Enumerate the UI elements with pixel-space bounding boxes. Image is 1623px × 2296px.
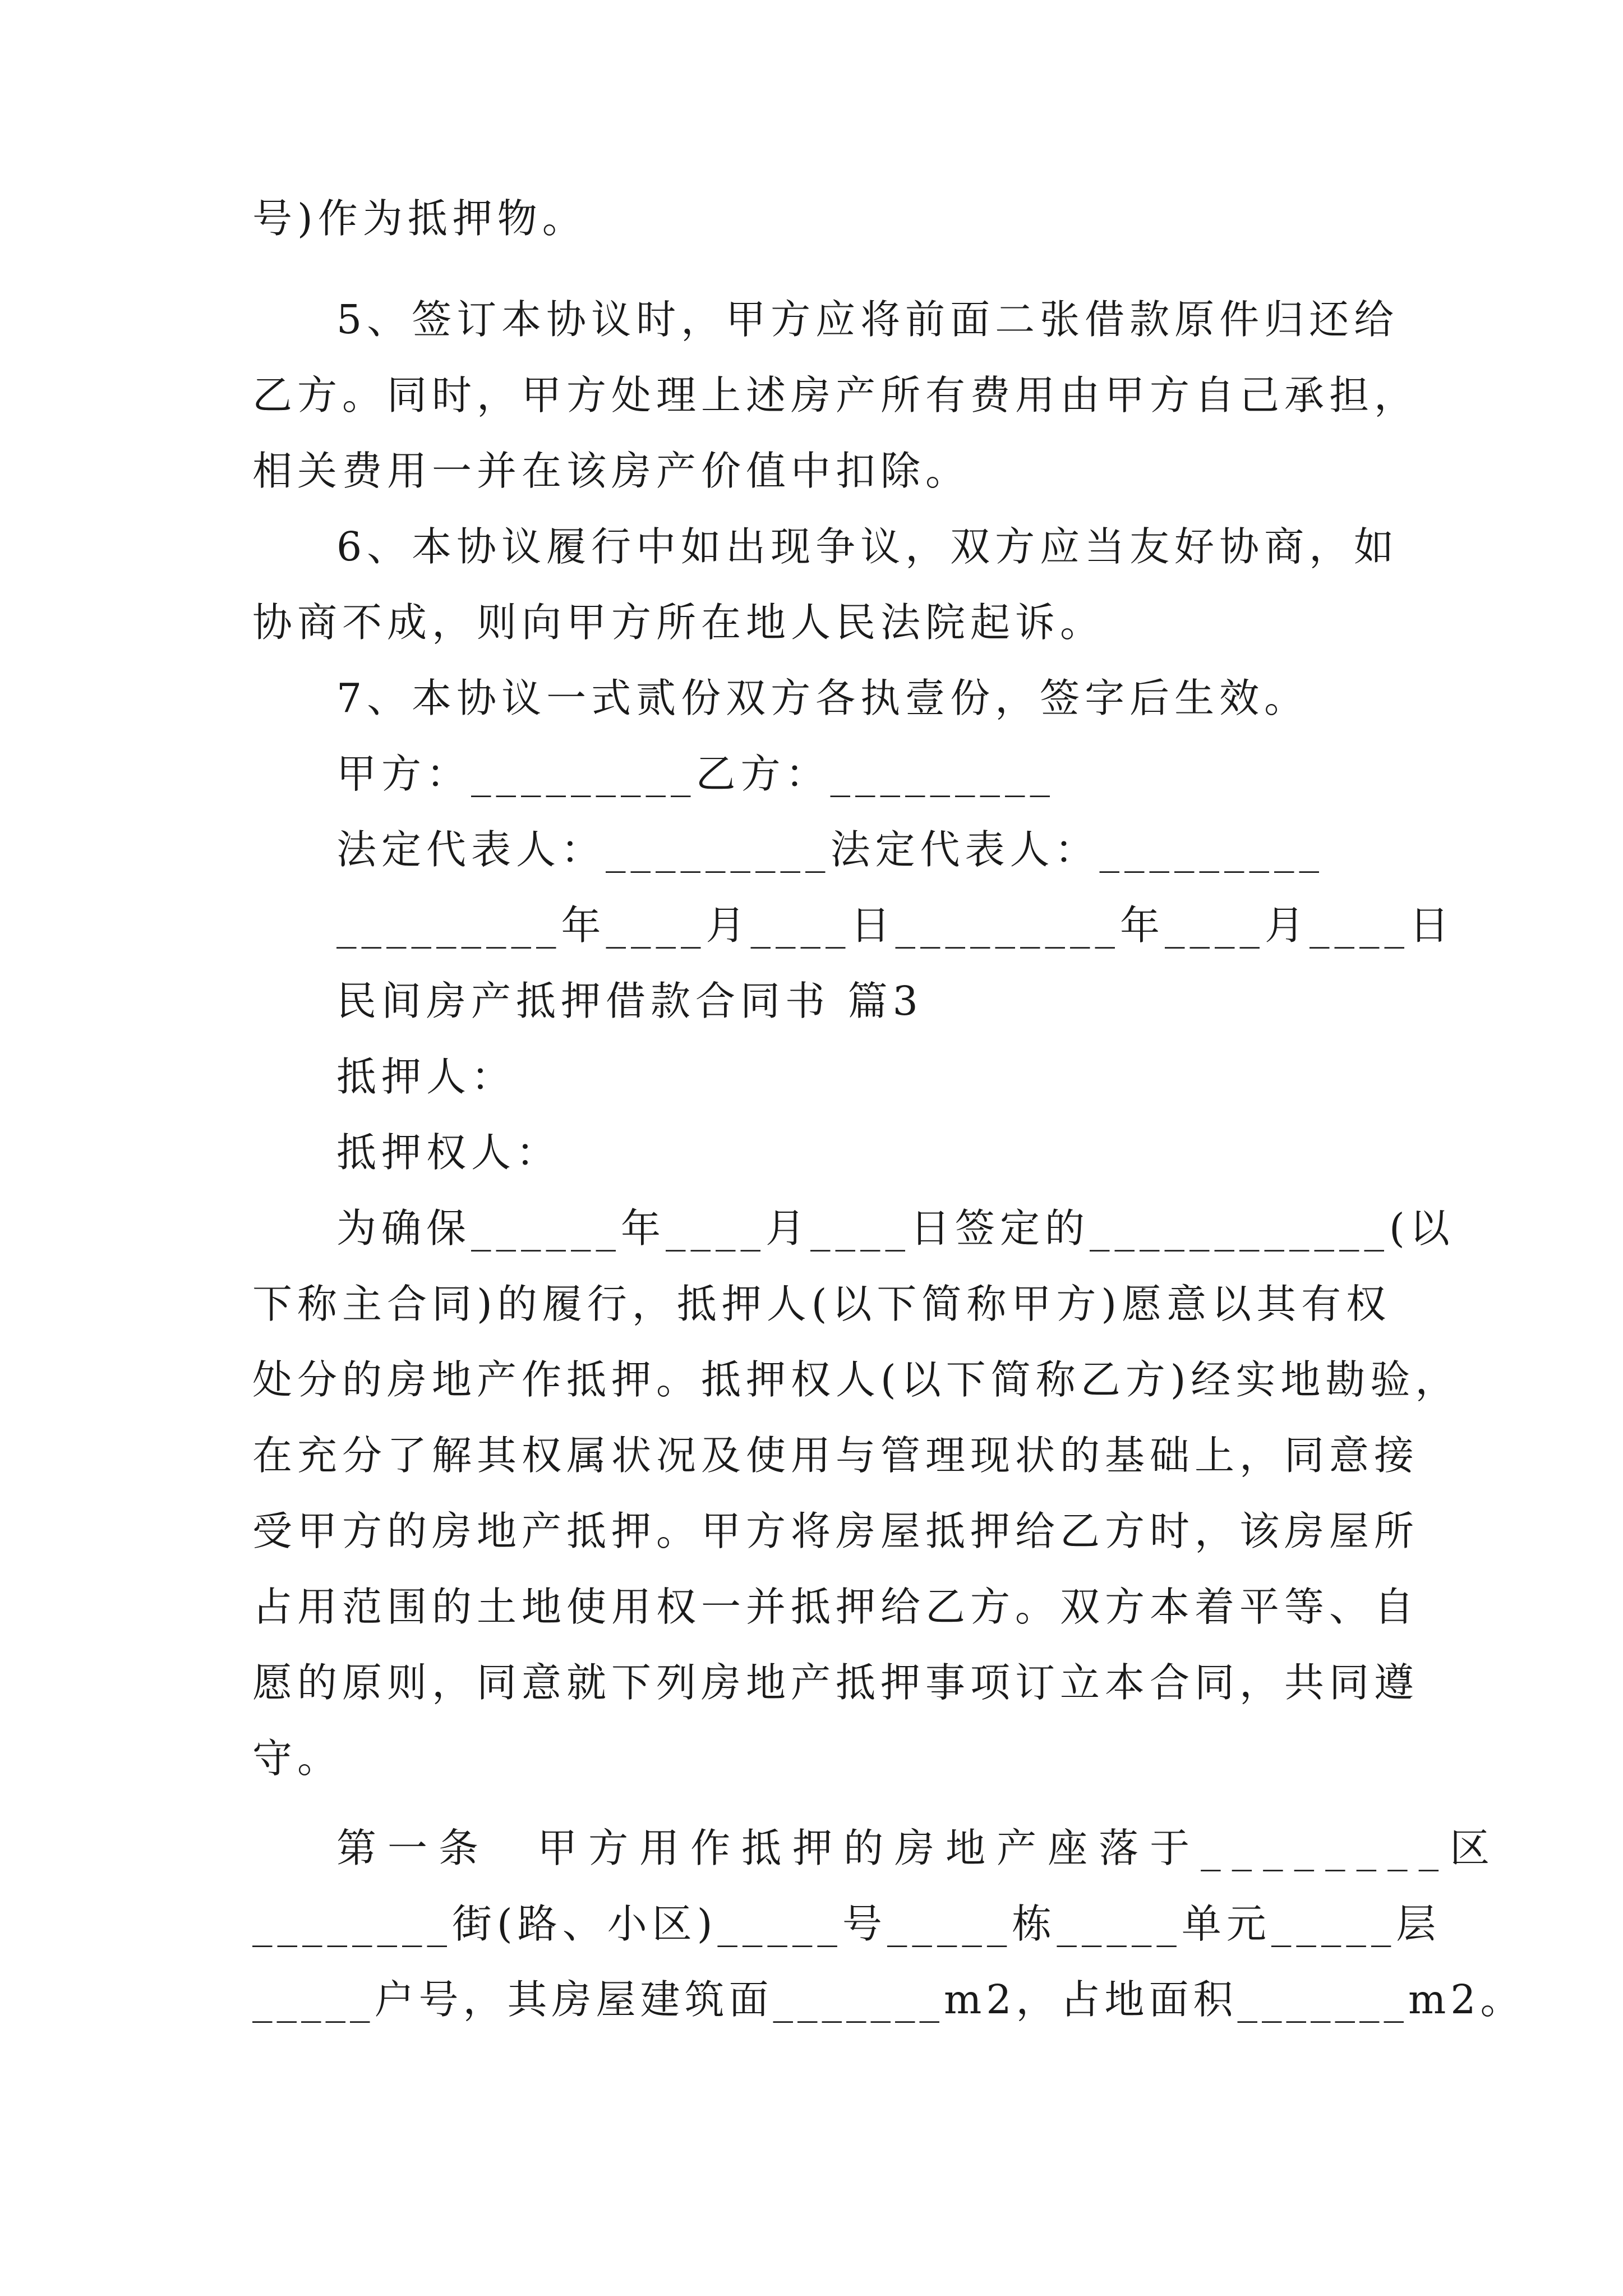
clause-6-line-1: 6、本协议履行中如出现争议，双方应当友好协商，如	[336, 523, 1399, 570]
text-line: 号)作为抵押物。	[252, 195, 587, 242]
clause-5-line-3: 相关费用一并在该房产价值中扣除。	[252, 448, 971, 494]
preamble-line-4: 在充分了解其权属状况及使用与管理现状的基础上，同意接	[252, 1432, 1419, 1479]
preamble-line-7: 愿的原则，同意就下列房地产抵押事项订立本合同，共同遵	[252, 1659, 1419, 1706]
preamble-line-2: 下称主合同)的履行，抵押人(以下简称甲方)愿意以其有权	[252, 1281, 1391, 1327]
article-1-line-1: 第一条 甲方用作抵押的房地产座落于________区	[336, 1825, 1501, 1871]
clause-5-line-2: 乙方。同时，甲方处理上述房产所有费用由甲方自己承担，	[252, 372, 1419, 418]
article-1-line-2: ________街(路、小区)_____号_____栋_____单元_____层	[252, 1901, 1441, 1947]
clause-6-line-2: 协商不成，则向甲方所在地人民法院起诉。	[252, 599, 1105, 646]
article-1-line-3: _____户号，其房屋建筑面_______m2，占地面积_______m2。	[252, 1976, 1525, 2023]
preamble-line-8: 守。	[252, 1735, 343, 1782]
date-line: _________年____月____日_________年____月____日	[336, 902, 1455, 949]
representative-signature-line: 法定代表人：_________法定代表人：_________	[336, 826, 1325, 873]
mortgagee-label: 抵押权人：	[336, 1129, 561, 1176]
clause-5-line-1: 5、签订本协议时，甲方应将前面二张借款原件归还给	[336, 296, 1399, 343]
preamble-line-1: 为确保______年____月____日签定的____________(以	[336, 1205, 1455, 1251]
mortgagor-label: 抵押人：	[336, 1053, 517, 1100]
section-heading: 民间房产抵押借款合同书 篇3	[336, 978, 923, 1024]
preamble-line-3: 处分的房地产作抵押。抵押权人(以下简称乙方)经实地勘验，	[252, 1356, 1460, 1403]
party-signature-line: 甲方：_________乙方：_________	[336, 751, 1055, 797]
clause-7-line: 7、本协议一式贰份双方各执壹份，签字后生效。	[336, 675, 1310, 721]
preamble-line-6: 占用范围的土地使用权一并抵押给乙方。双方本着平等、自	[252, 1584, 1419, 1630]
preamble-line-5: 受甲方的房地产抵押。甲方将房屋抵押给乙方时，该房屋所	[252, 1508, 1419, 1554]
